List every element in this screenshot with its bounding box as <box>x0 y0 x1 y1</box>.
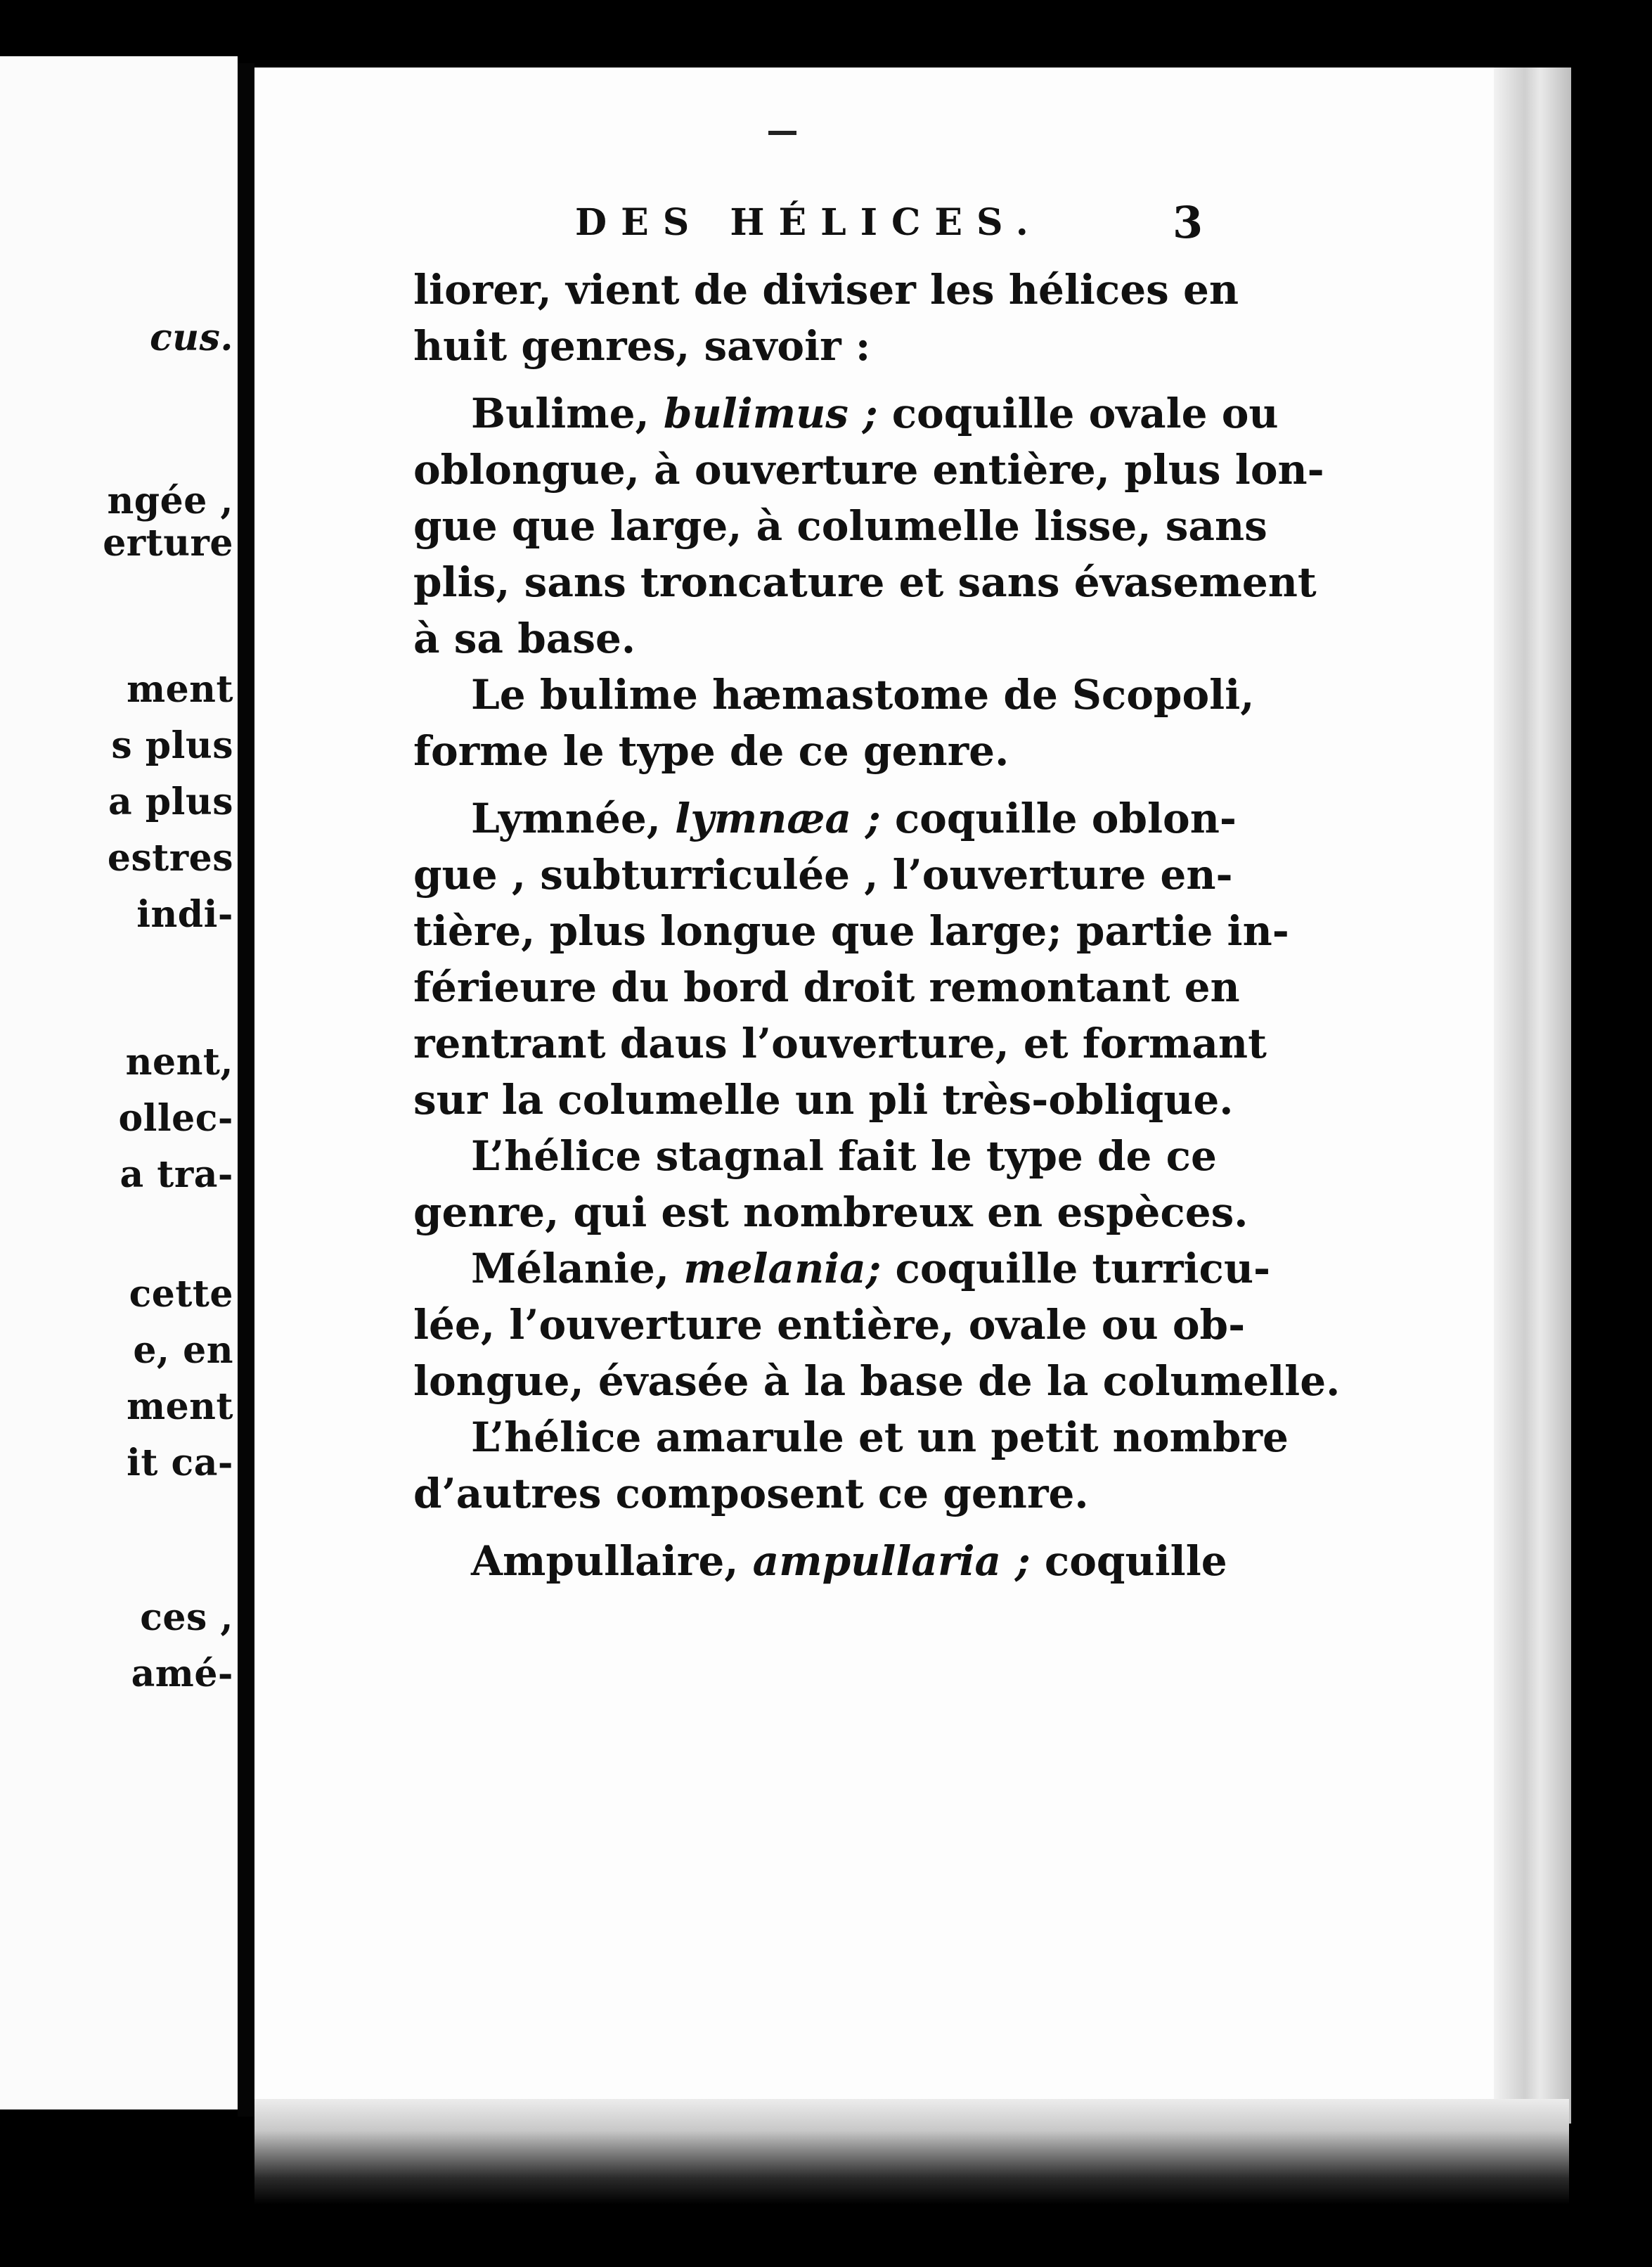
text-line: Mélanie, melania; coquille turricu- <box>471 1245 1271 1292</box>
previous-page-fragment <box>0 56 238 2109</box>
genus-latin-name: bulimus ; <box>663 390 878 437</box>
left-fragment: a plus <box>108 781 233 823</box>
text-line: férieure du bord droit remontant en <box>413 963 1240 1011</box>
text-line: gue , subturriculée , l’ouverture en- <box>413 851 1233 899</box>
left-fragment: ment <box>127 668 233 711</box>
text-line: sur la columelle un pli très-oblique. <box>413 1076 1234 1124</box>
text-line: d’autres composent ce genre. <box>413 1470 1089 1517</box>
left-fragment: indi- <box>136 893 233 936</box>
text-line: Ampullaire, ampullaria ; coquille <box>471 1537 1227 1585</box>
left-fragment: ces , <box>140 1596 233 1639</box>
page-edge-shadow <box>1494 68 1571 2124</box>
left-fragment: ollec- <box>118 1097 233 1140</box>
page-number: 3 <box>1173 197 1203 248</box>
text-line: à sa base. <box>413 615 636 662</box>
left-fragment: estres <box>107 837 233 880</box>
text-line: forme le type de ce genre. <box>413 727 1009 775</box>
text-line: huit genres, savoir : <box>413 322 871 370</box>
text-line: oblongue, à ouverture entière, plus lon- <box>413 446 1324 494</box>
text-line: Le bulime hæmastome de Scopoli, <box>471 671 1255 719</box>
left-fragment: s plus <box>111 724 233 767</box>
left-fragment: ngée , <box>107 480 233 522</box>
left-fragment: ment <box>127 1385 233 1428</box>
text-line: tière, plus longue que large; partie in- <box>413 907 1289 955</box>
left-fragment: cette <box>129 1273 233 1316</box>
text-line: longue, évasée à la base de la columelle. <box>413 1357 1341 1405</box>
text-line: plis, sans troncature et sans évasement <box>413 558 1317 606</box>
left-fragment: nent, <box>125 1041 233 1084</box>
body-text <box>413 262 1341 1589</box>
left-fragment: cus. <box>150 316 233 359</box>
top-dash-mark <box>768 131 796 135</box>
left-fragment: a tra- <box>120 1153 233 1196</box>
text-line: L’hélice stagnal fait le type de ce <box>471 1132 1217 1180</box>
left-fragment: erture <box>103 522 233 565</box>
book-gutter <box>238 63 254 2117</box>
text-line: lée, l’ouverture entière, ovale ou ob- <box>413 1301 1246 1349</box>
left-fragment: it ca- <box>127 1441 233 1484</box>
text-line: Bulime, bulimus ; coquille ovale ou <box>471 390 1279 437</box>
left-fragment: amé- <box>131 1652 233 1695</box>
genus-latin-name: melania; <box>683 1245 882 1292</box>
text-line: L’hélice amarule et un petit nombre <box>471 1413 1289 1461</box>
genus-latin-name: ampullaria ; <box>752 1537 1031 1585</box>
genus-latin-name: lymnæa ; <box>675 795 881 842</box>
page-bottom-edge <box>254 2099 1569 2204</box>
text-line: rentrant daus l’ouverture, et formant <box>413 1020 1267 1067</box>
left-fragment: e, en <box>133 1329 233 1372</box>
text-line: genre, qui est nombreux en espèces. <box>413 1188 1248 1236</box>
running-head: DES HÉLICES. <box>575 201 1043 244</box>
text-line: Lymnée, lymnæa ; coquille oblon- <box>471 795 1237 842</box>
text-line: gue que large, à columelle lisse, sans <box>413 502 1267 550</box>
text-line: liorer, vient de diviser les hélices en <box>413 266 1239 314</box>
